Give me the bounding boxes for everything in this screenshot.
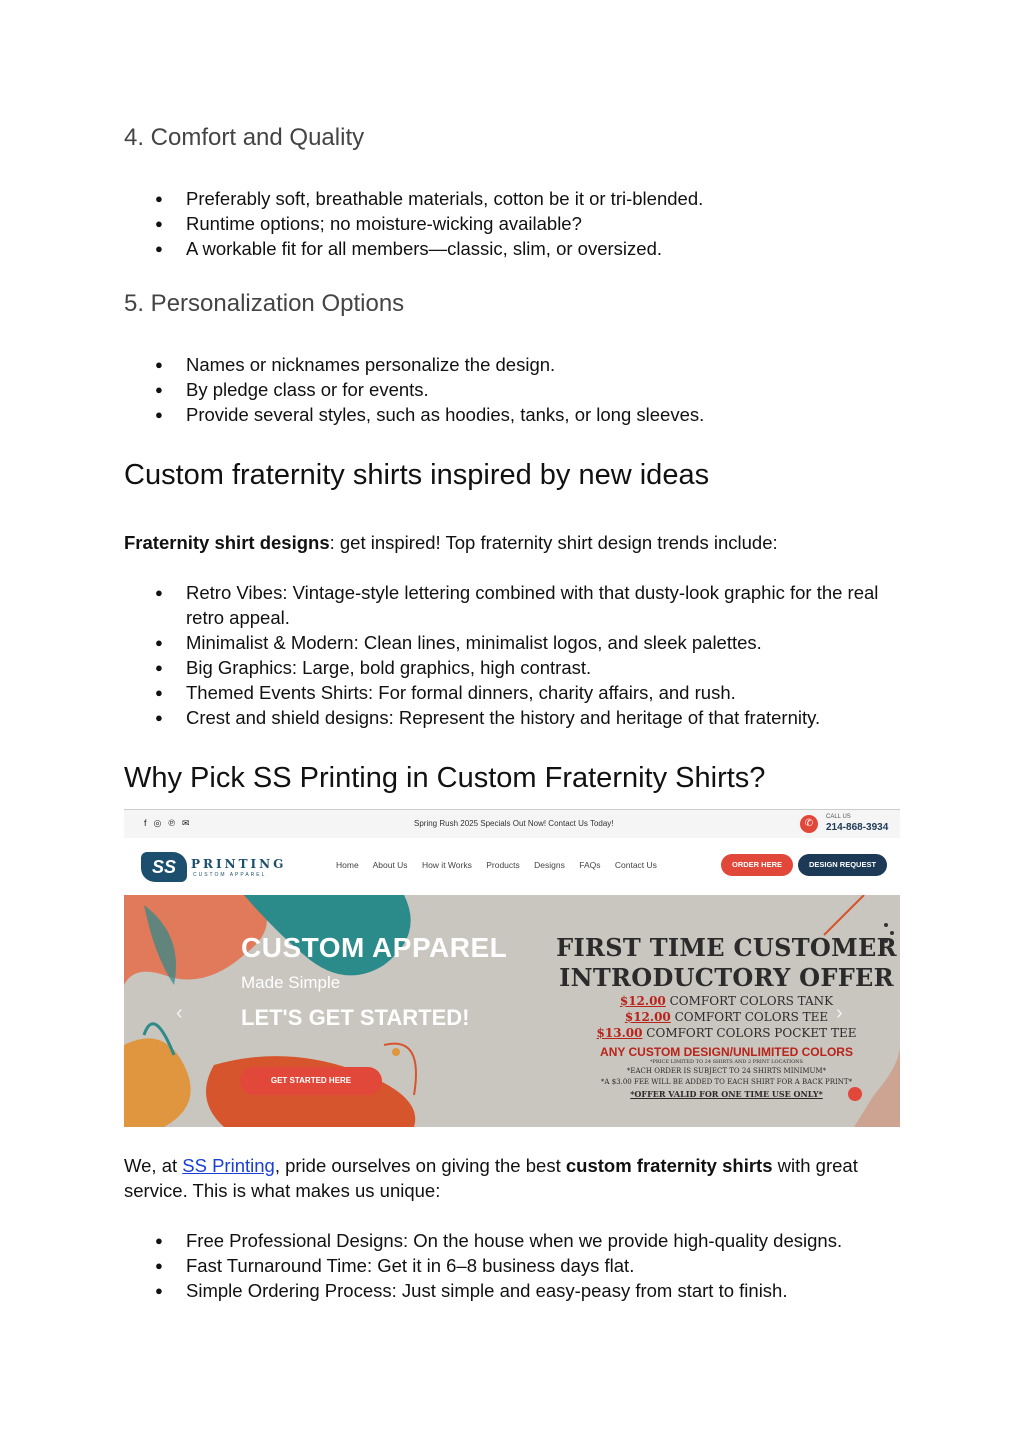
list-item: ● By pledge class or for events. (124, 377, 900, 402)
email-icon[interactable]: ✉ (182, 818, 197, 828)
get-started-button[interactable]: GET STARTED HERE (240, 1067, 382, 1095)
phone-number[interactable]: 214-868-3934 (826, 822, 889, 833)
offer-price: $13.00 (596, 1026, 643, 1040)
phone-icon: ✆ (800, 815, 818, 833)
call-us-label: CALL US (826, 814, 851, 820)
facebook-icon[interactable]: f (144, 818, 154, 828)
logo-mark: SS (141, 852, 187, 882)
offer-row (554, 1009, 899, 1025)
nav-home[interactable]: Home (336, 860, 359, 870)
hero-subtitle: Made Simple (241, 973, 341, 992)
list-item: ● Fast Turnaround Time: Get it in 6–8 business days flat. (124, 1253, 900, 1278)
personalization-heading: 5. Personalization Options (124, 290, 405, 317)
order-here-button[interactable]: ORDER HERE (721, 854, 793, 876)
list-item: ● A workable fit for all members—classic, slim, or oversized. (124, 236, 900, 261)
why-list (124, 1228, 900, 1303)
why-text-bold: custom fraternity shirts (565, 1155, 773, 1176)
nav-faqs[interactable]: FAQs (579, 860, 601, 870)
offer-item: COMFORT COLORS TEE (674, 1010, 829, 1024)
offer-panel (554, 933, 899, 1100)
list-item: ● Simple Ordering Process: Just simple and easy-peasy from start to finish. (124, 1278, 900, 1303)
list-item: ● Retro Vibes: Vintage-style lettering combined with that dusty-look graphic for the real retro appeal. (124, 580, 900, 630)
nav-about[interactable]: About Us (372, 860, 408, 870)
personalization-list (124, 352, 900, 427)
hero-title: CUSTOM APPAREL (241, 932, 508, 963)
nav-designs[interactable]: Designs (534, 860, 565, 870)
offer-tiny-note: *PRICE LIMITED TO 24 SHIRTS AND 2 PRINT LOCATIONS (650, 1059, 803, 1065)
instagram-icon[interactable]: ◎ (153, 818, 169, 828)
ideas-list (124, 580, 900, 730)
promo-text: Spring Rush 2025 Specials Out Now! Contact Us Today! (414, 819, 614, 828)
why-text-pre: We, at (124, 1155, 183, 1176)
nav-menu (336, 860, 669, 870)
logo-sub: CUSTOM APPAREL (193, 872, 267, 878)
why-text-mid: , pride ourselves on giving the best (274, 1155, 566, 1176)
decor-shape (124, 1038, 191, 1127)
ss-printing-website-screenshot (124, 809, 900, 1127)
offer-price: $12.00 (619, 994, 666, 1008)
decor-shape (392, 1048, 400, 1056)
list-item: ● Provide several styles, such as hoodies, tanks, or long sleeves. (124, 402, 900, 427)
hero-banner (124, 895, 900, 1127)
offer-row (554, 993, 899, 1009)
ss-printing-link[interactable]: SS Printing (182, 1155, 275, 1176)
comfort-list (124, 186, 900, 261)
ideas-intro (124, 530, 900, 555)
nav-contact[interactable]: Contact Us (614, 860, 657, 870)
design-request-button[interactable]: DESIGN REQUEST (798, 854, 887, 876)
list-item: ● Preferably soft, breathable materials, cotton be it or tri-blended. (124, 186, 900, 211)
offer-item: COMFORT COLORS POCKET TEE (646, 1026, 857, 1040)
list-item: ● Themed Events Shirts: For formal dinners, charity affairs, and rush. (124, 680, 900, 705)
nav-how-it-works[interactable]: How it Works (421, 860, 472, 870)
offer-note: *A $3.00 FEE WILL BE ADDED TO EACH SHIRT FOR A BACK PRINT* (600, 1078, 853, 1086)
list-item: ● Crest and shield designs: Represent the history and heritage of that fraternity. (124, 705, 900, 730)
offer-row (554, 1025, 899, 1041)
navbar (124, 838, 900, 895)
list-item: ● Minimalist & Modern: Clean lines, minimalist logos, and sleek palettes. (124, 630, 900, 655)
topbar (124, 810, 900, 838)
offer-valid: *OFFER VALID FOR ONE TIME USE ONLY* (630, 1089, 823, 1099)
chevron-right-icon[interactable]: › (836, 1002, 843, 1024)
logo-name: PRINTING (191, 857, 287, 871)
comfort-heading: 4. Comfort and Quality (124, 124, 365, 151)
list-item: ● Big Graphics: Large, bold graphics, high contrast. (124, 655, 900, 680)
hero-cta: LET'S GET STARTED! (241, 1005, 470, 1030)
ideas-heading: Custom fraternity shirts inspired by new ideas (124, 459, 710, 491)
offer-note: *EACH ORDER IS SUBJECT TO 24 SHIRTS MINIMUM* (626, 1067, 827, 1075)
list-item: ● Names or nicknames personalize the design. (124, 352, 900, 377)
offer-any-design: ANY CUSTOM DESIGN/UNLIMITED COLORS (600, 1045, 853, 1059)
offer-price: $12.00 (624, 1010, 671, 1024)
chevron-left-icon[interactable]: ‹ (176, 1002, 183, 1024)
pinterest-icon[interactable]: ℗ (168, 818, 183, 828)
social-icons (144, 818, 197, 829)
why-text-post: with great service. This is what makes us unique: (124, 1155, 858, 1201)
why-paragraph (124, 1153, 900, 1203)
ss-printing-logo[interactable] (141, 852, 287, 884)
why-heading: Why Pick SS Printing in Custom Fraternity Shirts? (124, 762, 766, 794)
ideas-intro-bold: Fraternity shirt designs (124, 532, 330, 553)
decor-shape (884, 923, 888, 927)
offer-item: COMFORT COLORS TANK (669, 994, 834, 1008)
list-item: ● Free Professional Designs: On the house when we provide high-quality designs. (124, 1228, 900, 1253)
decor-dot (848, 1087, 862, 1101)
offer-line2: INTRODUCTORY OFFER (559, 963, 894, 992)
ideas-intro-rest: : get inspired! Top fraternity shirt design trends include: (329, 532, 778, 553)
list-item: ● Runtime options; no moisture-wicking available? (124, 211, 900, 236)
nav-products[interactable]: Products (486, 860, 520, 870)
offer-line1: FIRST TIME CUSTOMER (556, 933, 897, 962)
